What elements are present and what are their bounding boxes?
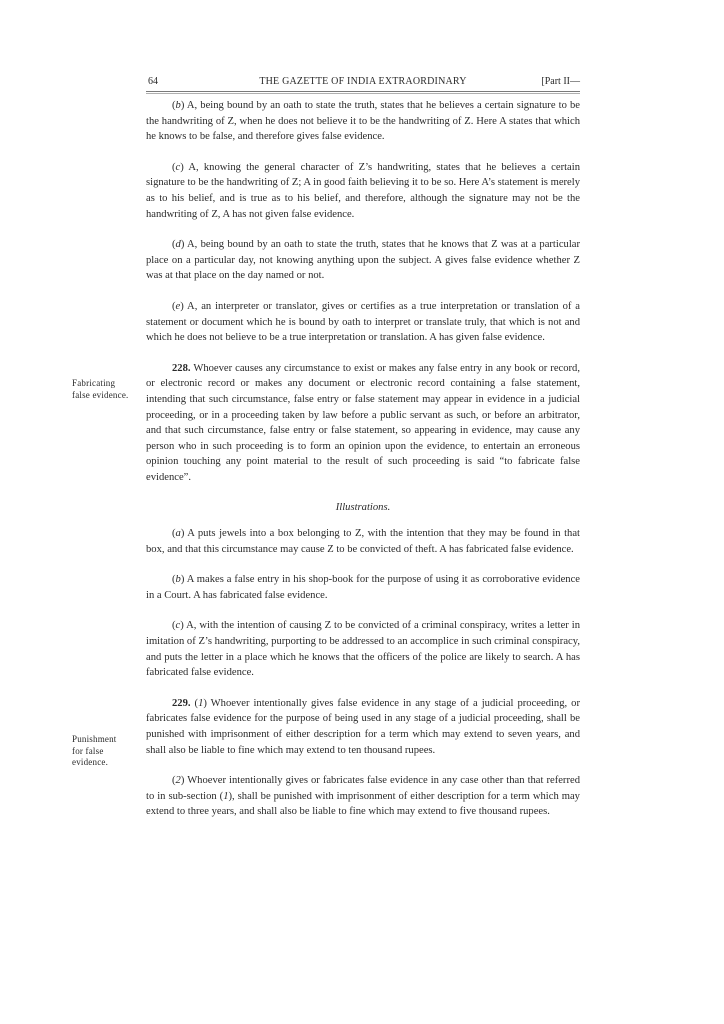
illustration-c-fabricate: (c) A, with the intention of causing Z to be convicted of a criminal conspiracy, writes a letter in imitation of Z’s handwriting, purporting to be addressed to an accomplice in such criminal conspiracy, and puts the letter in a place which he knows that the officers of the police are likely to search. A has fabricated false evidence. xyxy=(146,620,580,679)
illustration-d-false-evidence: (d) A, being bound by an oath to state the truth, states that he knows that Z was at a particular place on a particular day, not knowing anything upon the subject. A gives false evidence whether Z was at that place on the day named or not. xyxy=(146,239,580,282)
clause-label: a xyxy=(175,528,181,540)
running-header xyxy=(146,76,580,92)
margin-note-line: Fabricating xyxy=(72,378,116,388)
section-number: 228. xyxy=(172,362,191,374)
clause-label: c xyxy=(175,620,181,632)
clause-label: b xyxy=(175,574,181,586)
margin-note-line: Punishment xyxy=(72,734,117,744)
clause-label: e xyxy=(175,300,181,312)
clause-label: d xyxy=(175,239,181,251)
illustrations-heading: Illustrations. xyxy=(335,502,391,514)
section-229-2: (2) Whoever intentionally gives or fabricates false evidence in any case other than that referred to in sub-section (1), shall be punished with imprisonment of either description for a term which may extend to three years, and shall also be liable to fine which may extend to five thousand rupees. xyxy=(146,775,580,818)
gazette-title: THE GAZETTE OF INDIA EXTRAORDINARY xyxy=(259,76,467,87)
subsection-label: 2 xyxy=(175,775,181,787)
margin-note-229 xyxy=(72,734,138,769)
subsection-label: 1 xyxy=(198,697,204,709)
illustration-e-false-evidence: (e) A, an interpreter or translator, gives or certifies as a true interpretation or translation of a statement or document which he is bound by oath to interpret or translate truly, that which is not and which he does not believe to be a true interpretation or translation. A has given false evidence. xyxy=(146,300,580,344)
illustration-b-false-evidence: (b) A, being bound by an oath to state the truth, states that he believes a certain signature to be the handwriting of Z, when he does not believe it to be the handwriting of Z. Here A states that which he knows to be false, and therefore gives false evidence. xyxy=(146,100,580,143)
part-label: [Part II— xyxy=(541,76,580,87)
section-229-1: 229. (1) Whoever intentionally gives false evidence in any stage of a judicial proceeding, or fabricates false evidence for the purpose of being used in any stage of a judicial proceeding, shall be punished with imprisonment of either description for a term which may extend to seven years, and shall also be liable to fine which may extend to ten thousand rupees. xyxy=(146,697,580,756)
margin-note-228 xyxy=(72,378,138,401)
page-body xyxy=(146,98,580,835)
margin-note-line: for false xyxy=(72,745,104,756)
page-number: 64 xyxy=(148,76,158,87)
section-228: 228. Whoever causes any circumstance to exist or makes any false entry in any book or record, or electronic record or makes any document or electronic record containing a false statement, intending that such circumstance, false entry or false statement may appear in evidence in a judicial proceeding, or in a proceeding taken by law before a public servant as such, or before an arbitrator, and that such circumstance, false entry or false statement, so appearing in evidence, may cause any person who in such proceeding is to form an opinion upon the evidence, to entertain an erroneous opinion touching any point material to the result of such proceeding is said “to fabricate false evidence”. xyxy=(146,362,580,483)
header-rule xyxy=(146,91,580,94)
clause-label: b xyxy=(175,100,181,111)
subsection-ref: 1 xyxy=(223,790,229,802)
section-number: 229. xyxy=(172,697,191,709)
illustration-a-fabricate: (a) A puts jewels into a box belonging to Z, with the intention that they may be found in that box, and that this circumstance may cause Z to be convicted of theft. A has fabricated false evidence. xyxy=(146,528,580,555)
margin-note-line: false evidence. xyxy=(72,389,129,400)
clause-label: c xyxy=(175,161,181,173)
illustration-b-fabricate: (b) A makes a false entry in his shop-book for the purpose of using it as corroborative evidence in a Court. A has fabricated false evidence. xyxy=(146,574,580,601)
margin-note-line: evidence. xyxy=(72,757,109,767)
illustration-c-false-evidence: (c) A, knowing the general character of Z’s handwriting, states that he believes a certain signature to be the handwriting of Z; A in good faith believing it to be so. Here A’s statement is merely as to his belief, and is true as to his belief, and therefore, although the signature may not be the handwriting of Z, A has not given false evidence. xyxy=(146,161,580,220)
